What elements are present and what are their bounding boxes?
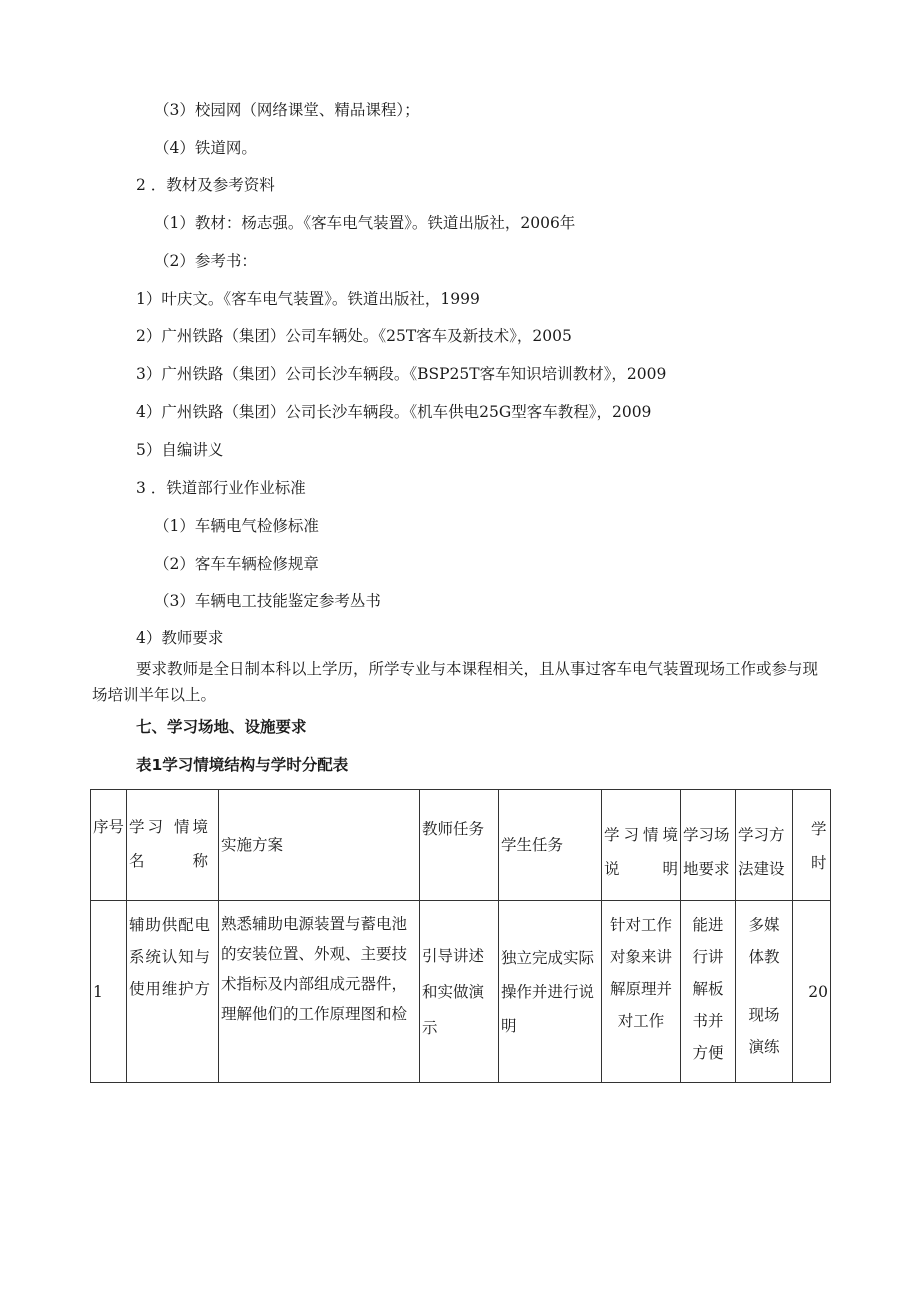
table-header-row [91,790,831,901]
reference-item: 1）叶庆文。《客车电气装置》。铁道出版社，1999 [136,290,480,308]
text-line: （2）客车车辆检修规章 [154,555,319,573]
cell-teacher: 引导讲述和实做演示 [420,901,499,1083]
section-2-heading: 2 ．教材及参考资料 [136,176,275,194]
header-hours: 学时 [793,790,831,901]
header-student: 学生任务 [499,790,602,901]
header-teacher: 教师任务 [420,790,499,901]
header-plan: 实施方案 [219,790,420,901]
reference-item: 4）广州铁路（集团）公司长沙车辆段。《机车供电25G型客车教程》，2009 [136,403,652,421]
text-line: （1）教材：杨志强。《客车电气装置》。铁道出版社，2006年 [154,214,576,232]
scenario-hours-table [90,789,831,1083]
cell-seq: 1 [91,901,127,1083]
header-desc: 学习情境说明 [602,790,681,901]
cell-student: 独立完成实际操作并进行说明 [499,901,602,1083]
text-line: （3）车辆电工技能鉴定参考丛书 [154,592,381,610]
header-venue: 学习场地要求 [681,790,736,901]
reference-item: 3）广州铁路（集团）公司长沙车辆段。《BSP25T客车知识培训教材》，2009 [136,365,667,383]
reference-item: 2）广州铁路（集团）公司车辆处。《25T客车及新技术》，2005 [136,327,572,345]
header-method: 学习方法建设 [736,790,793,901]
cell-scenario: 辅助供配电系统认知与使用维护方 [127,901,219,1083]
text-line: （3）校园网（网络课堂、精品课程）； [154,101,420,119]
cell-method: 多媒体教 现场演练 [736,901,793,1083]
table-row [91,901,831,1083]
section-3-heading: 3 ．铁道部行业作业标准 [136,479,306,497]
cell-hours: 20 [793,901,831,1083]
cell-venue: 能进行讲解板书并方便 [681,901,736,1083]
table-title: 表1学习情境结构与学时分配表 [136,756,349,774]
text-line: （2）参考书： [154,252,257,270]
cell-desc: 针对工作对象来讲解原理并对工作 [602,901,681,1083]
cell-plan: 熟悉辅助电源装置与蓄电池的安装位置、外观、主要技术指标及内部组成元器件，理解他们的工作原理图和检 [219,901,420,1083]
teacher-requirement-paragraph: 要求教师是全日制本科以上学历，所学专业与本课程相关，且从事过客车电气装置现场工作或参与现场培训半年以上。 [92,660,819,704]
reference-item: 5）自编讲义 [136,441,224,459]
header-scenario: 学习 情境名称 [127,790,219,901]
text-line: 4）教师要求 [136,629,224,647]
header-seq: 序号 [91,790,127,901]
text-line: （1）车辆电气检修标准 [154,517,319,535]
section-seven-heading: 七、学习场地、设施要求 [136,718,307,736]
text-line: （4）铁道网。 [154,139,257,157]
